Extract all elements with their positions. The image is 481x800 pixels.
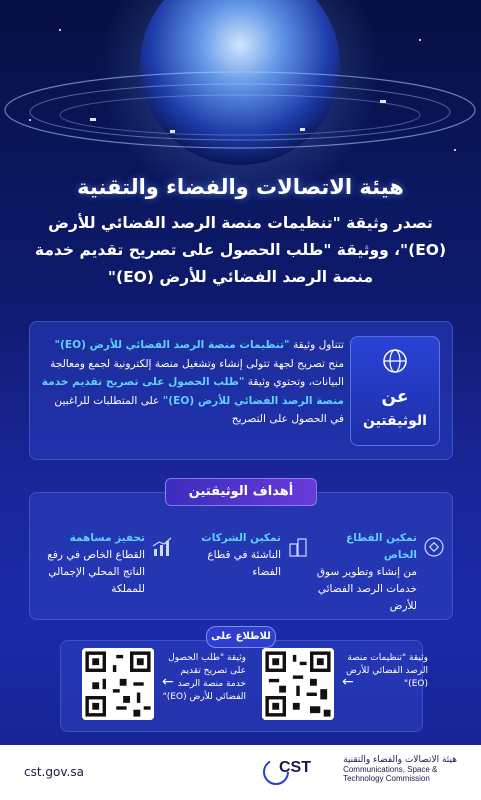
- goal-1-body: من إنشاء وتطوير سوق خدمات الرصد الفضائي للأرض: [316, 566, 417, 612]
- qr-code-doc2[interactable]: [82, 648, 154, 720]
- org-name-arabic: هيئة الاتصالات والفضاء والتقنية: [343, 755, 457, 765]
- satellite-icon: [423, 536, 445, 558]
- goal-2-body: الناشئة في قطاع الفضاء: [207, 549, 281, 578]
- qr-code-doc1[interactable]: [262, 648, 334, 720]
- growth-chart-icon: [151, 536, 173, 558]
- arrow-left-icon: ←: [342, 674, 354, 690]
- buildings-icon: [287, 536, 309, 558]
- goal-3-title: تحفيز مساهمة: [69, 532, 145, 544]
- goal-2-title: تمكين الشركات: [201, 532, 281, 544]
- about-documents-card: [29, 321, 453, 460]
- page-title: هيئة الاتصالات والفضاء والتقنية: [77, 175, 404, 199]
- about-badge-line2: الوثيقتين: [363, 413, 427, 429]
- globe-icon: [381, 347, 409, 375]
- goal-1-title: تمكين القطاع الخاص: [346, 532, 417, 561]
- footer: [0, 745, 481, 800]
- goal-startups: [179, 530, 309, 610]
- about-badge-line1: عن: [381, 387, 409, 407]
- about-badge: [350, 336, 440, 446]
- info-heading: للاطلاع على: [206, 626, 276, 648]
- qr-label-doc1: وثيقة "تنظيمات منصة الرصد الفضائي للأرض (EO)": [346, 653, 428, 689]
- goal-private-sector: [315, 530, 445, 610]
- about-text-part3: على المتطلبات للراغبين في الحصول على التصريح: [54, 394, 344, 425]
- goal-3-body: القطاع الخاص في رفع الناتج المحلي الإجمالي للمملكة: [47, 549, 145, 595]
- about-highlight-doc1: "تنظيمات منصة الرصد الفضائي للأرض (EO)": [54, 339, 290, 351]
- hero-earth-illustration: [0, 0, 481, 200]
- website-link[interactable]: cst.gov.sa: [24, 765, 84, 779]
- about-text-part2: منح تصريح لجهة تتولى إنشاء وتشغيل منصة إلكترونية لجمع ومعالجة البيانات، وتحتوي وثيقة: [50, 357, 344, 388]
- goals-heading: أهداف الوثيقتين: [165, 478, 317, 506]
- cst-logo-text: CST: [279, 759, 311, 776]
- qr-label-doc2: وثيقة "طلب الحصول على تصريح تقديم خدمة منصة الرصد الفضائي للأرض (EO)": [162, 653, 246, 702]
- org-name-english-1: Communications, Space &: [343, 765, 438, 774]
- about-text-part1: تتناول وثيقة: [289, 339, 344, 351]
- about-text: [40, 336, 344, 429]
- about-highlight-doc2: "طلب الحصول على تصريح تقديم خدمة منصة الرصد الفضائي للأرض (EO)": [41, 376, 344, 407]
- goal-gdp: [43, 530, 173, 610]
- announcement-subtitle: تصدر وثيقة "تنظيمات منصة الرصد الفضائي للأرض (EO)"، ووثيقة "طلب الحصول على تصريح تقديم خدمة منصة الرصد الفضائي للأرض (EO)": [34, 214, 447, 286]
- arrow-left-icon: ←: [162, 674, 174, 690]
- org-name-english-2: Technology Commission: [343, 774, 430, 783]
- organization-name: [343, 755, 457, 783]
